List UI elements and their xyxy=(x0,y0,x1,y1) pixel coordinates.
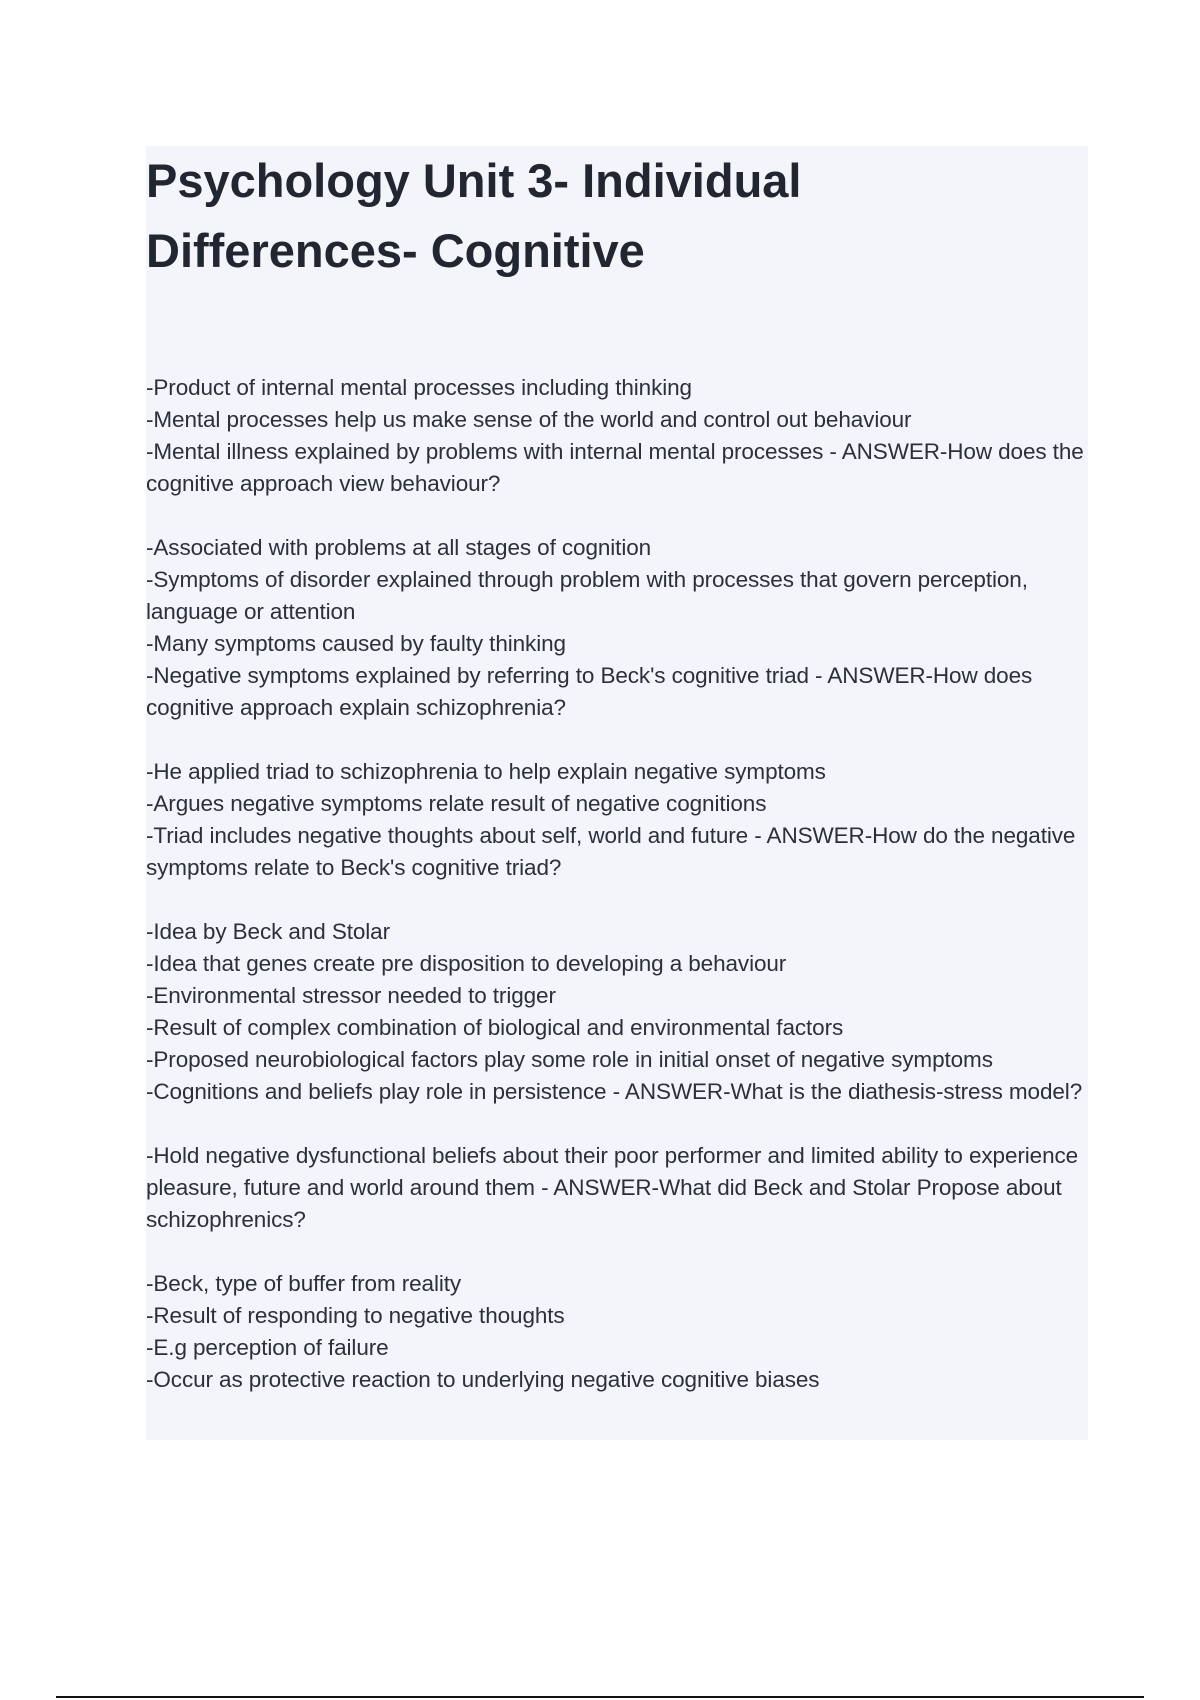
qa-line: -Idea that genes create pre disposition to developing a behaviour xyxy=(146,951,787,976)
qa-entry xyxy=(146,756,1088,884)
qa-line: -Idea by Beck and Stolar xyxy=(146,919,390,944)
qa-entry xyxy=(146,1140,1088,1236)
qa-line: -E.g perception of failure xyxy=(146,1335,389,1360)
qa-line: -Cognitions and beliefs play role in persistence - ANSWER-What is the diathesis-stress model? xyxy=(146,1079,1083,1104)
qa-line: -Triad includes negative thoughts about self, world and future - ANSWER-How do the negative symptoms relate to Beck's cognitive triad? xyxy=(146,823,1076,880)
qa-line: -He applied triad to schizophrenia to help explain negative symptoms xyxy=(146,759,826,784)
qa-line: -Occur as protective reaction to underlying negative cognitive biases xyxy=(146,1367,820,1392)
qa-entry xyxy=(146,916,1088,1108)
document-title: Psychology Unit 3- Individual Differences- Cognitive xyxy=(146,154,802,277)
qa-line: -Argues negative symptoms relate result of negative cognitions xyxy=(146,791,767,816)
qa-line: -Product of internal mental processes including thinking xyxy=(146,375,692,400)
qa-line: -Environmental stressor needed to trigger xyxy=(146,983,556,1008)
qa-line: -Mental processes help us make sense of the world and control out behaviour xyxy=(146,407,912,432)
qa-line: -Beck, type of buffer from reality xyxy=(146,1271,462,1296)
content-block xyxy=(146,146,1088,1440)
qa-entry xyxy=(146,1268,1088,1396)
qa-line: -Symptoms of disorder explained through problem with processes that govern perception, language or attention xyxy=(146,567,1028,624)
qa-line: -Associated with problems at all stages of cognition xyxy=(146,535,652,560)
qa-line: -Proposed neurobiological factors play some role in initial onset of negative symptoms xyxy=(146,1047,993,1072)
qa-line: -Negative symptoms explained by referring to Beck's cognitive triad - ANSWER-How does cognitive approach explain schizophrenia? xyxy=(146,663,1033,720)
qa-line: -Mental illness explained by problems with internal mental processes - ANSWER-How does the cognitive approach view behaviour? xyxy=(146,439,1084,496)
qa-line: -Many symptoms caused by faulty thinking xyxy=(146,631,566,656)
qa-line: -Hold negative dysfunctional beliefs about their poor performer and limited ability to experience pleasure, future and world around them - ANSWER-What did Beck and Stolar Propose about schizophrenics? xyxy=(146,1143,1079,1232)
qa-entry xyxy=(146,532,1088,724)
footer-divider xyxy=(56,1696,1144,1698)
qa-line: -Result of responding to negative thoughts xyxy=(146,1303,565,1328)
qa-line: -Result of complex combination of biological and environmental factors xyxy=(146,1015,844,1040)
qa-entry xyxy=(146,372,1088,500)
qa-list xyxy=(146,372,1088,1428)
